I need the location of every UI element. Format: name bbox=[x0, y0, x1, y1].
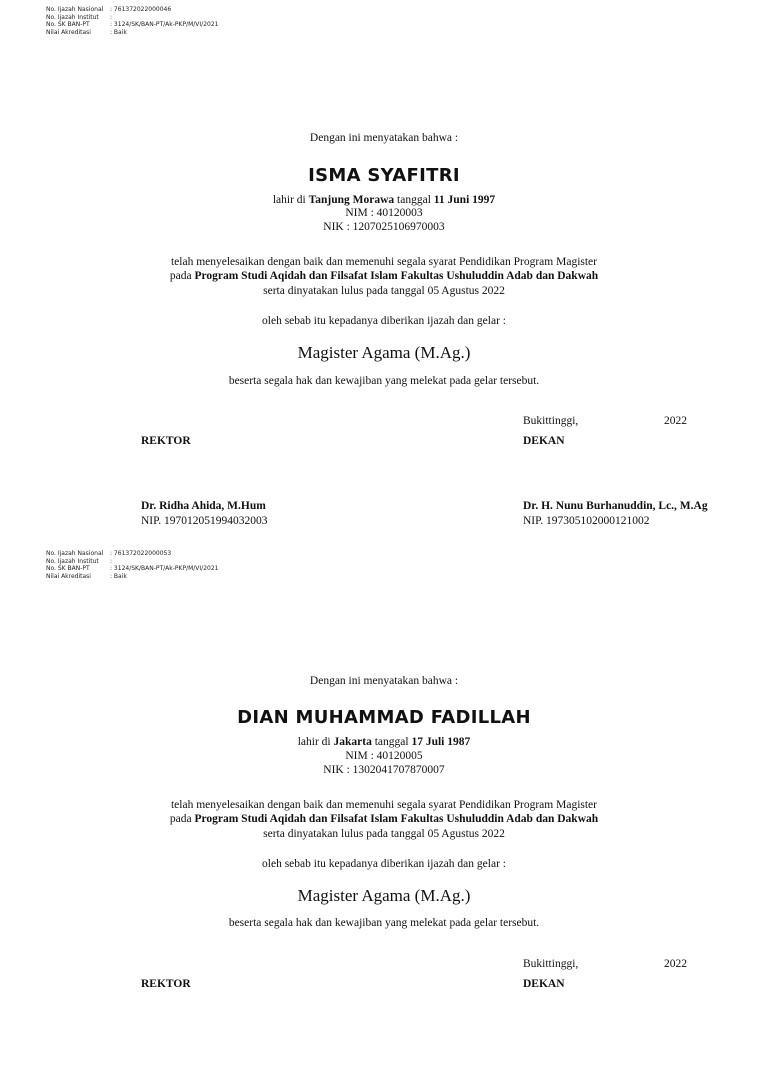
meta-value: : 761372022000053 bbox=[110, 550, 172, 557]
meta-value: : Baik bbox=[110, 572, 127, 580]
graduation-text: serta dinyatakan lulus pada tanggal 05 Agustus 2022 bbox=[263, 285, 505, 297]
completion-text: telah menyelesaikan dengan baik dan memenuhi segala syarat Pendidikan Program Magister bbox=[170, 799, 597, 811]
dean-name: Dr. H. Nunu Burhanuddin, Lc., M.Ag bbox=[523, 500, 708, 512]
graduation-text: serta dinyatakan lulus pada tanggal 05 Agustus 2022 bbox=[263, 828, 505, 840]
birthdate: 17 Juli 1987 bbox=[411, 736, 471, 748]
graduate-name: DIAN MUHAMMAD FADILLAH bbox=[237, 707, 531, 728]
place-year: 2022 bbox=[664, 415, 687, 427]
nim: NIM : 40120005 bbox=[345, 750, 423, 762]
meta-value: : Baik bbox=[110, 28, 127, 36]
certificate-2 bbox=[0, 544, 768, 1088]
meta-row bbox=[46, 29, 218, 37]
meta-row bbox=[46, 565, 218, 573]
therefore-text: oleh sebab itu kepadanya diberikan ijazah dan gelar : bbox=[262, 858, 506, 870]
program-line bbox=[0, 812, 768, 826]
date-prefix: tanggal bbox=[397, 194, 431, 206]
graduate-name: ISMA SYAFITRI bbox=[308, 165, 460, 186]
meta-value: : 761372022000046 bbox=[110, 6, 172, 13]
meta-label: Nilai Akreditasi bbox=[46, 28, 91, 36]
meta-value: : 3124/SK/BAN-PT/Ak-PKP/M/VI/2021 bbox=[110, 21, 219, 28]
nim: NIM : 40120003 bbox=[345, 207, 423, 219]
birth-line bbox=[0, 735, 768, 749]
dean-title: DEKAN bbox=[523, 435, 565, 447]
rector-nip: NIP. 197012051994032003 bbox=[141, 515, 268, 527]
degree-title: Magister Agama (M.Ag.) bbox=[297, 343, 471, 362]
rector-title: REKTOR bbox=[141, 435, 191, 447]
dean-nip: NIP. 197305102000121002 bbox=[523, 515, 650, 527]
rights-text: beserta segala hak dan kewajiban yang melekat pada gelar tersebut. bbox=[228, 917, 540, 929]
birth-line bbox=[0, 193, 768, 207]
therefore-text: oleh sebab itu kepadanya diberikan ijazah dan gelar : bbox=[262, 315, 506, 327]
intro-text: Dengan ini menyatakan bahwa : bbox=[309, 675, 459, 687]
program-line bbox=[0, 269, 768, 283]
place-city: Bukittinggi, bbox=[523, 415, 579, 427]
meta-label: No. Ijazah Nasional bbox=[46, 6, 104, 13]
program-prefix: pada bbox=[169, 270, 192, 282]
meta-value: : bbox=[110, 557, 113, 565]
nik: NIK : 1207025106970003 bbox=[323, 221, 445, 233]
place-city: Bukittinggi, bbox=[523, 958, 579, 970]
meta-value: : 3124/SK/BAN-PT/Ak-PKP/M/VI/2021 bbox=[110, 565, 219, 572]
meta-row bbox=[46, 14, 218, 22]
meta-row bbox=[46, 21, 218, 29]
meta-row bbox=[46, 6, 218, 14]
rights-text: beserta segala hak dan kewajiban yang melekat pada gelar tersebut. bbox=[228, 375, 540, 387]
birthplace: Tanjung Morawa bbox=[308, 194, 395, 206]
nik: NIK : 1302041707870007 bbox=[323, 764, 445, 776]
place-year: 2022 bbox=[664, 958, 687, 970]
dean-title: DEKAN bbox=[523, 978, 565, 990]
completion-text: telah menyelesaikan dengan baik dan memenuhi segala syarat Pendidikan Program Magister bbox=[170, 256, 597, 268]
intro-text: Dengan ini menyatakan bahwa : bbox=[309, 132, 459, 144]
program-name: Program Studi Aqidah dan Filsafat Islam Fakultas Ushuluddin Adab dan Dakwah bbox=[194, 813, 599, 825]
rector-name: Dr. Ridha Ahida, M.Hum bbox=[141, 500, 266, 512]
meta-label: No. Ijazah Institut bbox=[46, 13, 99, 21]
birthplace: Jakarta bbox=[333, 736, 372, 748]
born-prefix: lahir di bbox=[297, 736, 331, 748]
date-prefix: tanggal bbox=[374, 736, 409, 748]
certificate-meta bbox=[46, 6, 218, 36]
meta-label: No. SK BAN-PT bbox=[46, 565, 90, 572]
meta-label: No. Ijazah Institut bbox=[46, 557, 99, 565]
rector-title: REKTOR bbox=[141, 978, 191, 990]
meta-row bbox=[46, 550, 218, 558]
program-prefix: pada bbox=[169, 813, 192, 825]
born-prefix: lahir di bbox=[272, 194, 306, 206]
meta-label: Nilai Akreditasi bbox=[46, 572, 91, 580]
meta-label: No. Ijazah Nasional bbox=[46, 550, 104, 557]
meta-value: : bbox=[110, 13, 113, 21]
meta-label: No. SK BAN-PT bbox=[46, 21, 90, 28]
program-name: Program Studi Aqidah dan Filsafat Islam Fakultas Ushuluddin Adab dan Dakwah bbox=[194, 270, 599, 282]
meta-row bbox=[46, 573, 218, 581]
certificate-meta bbox=[46, 550, 218, 580]
birthdate: 11 Juni 1997 bbox=[433, 194, 496, 206]
meta-row bbox=[46, 558, 218, 566]
degree-title: Magister Agama (M.Ag.) bbox=[297, 886, 471, 905]
